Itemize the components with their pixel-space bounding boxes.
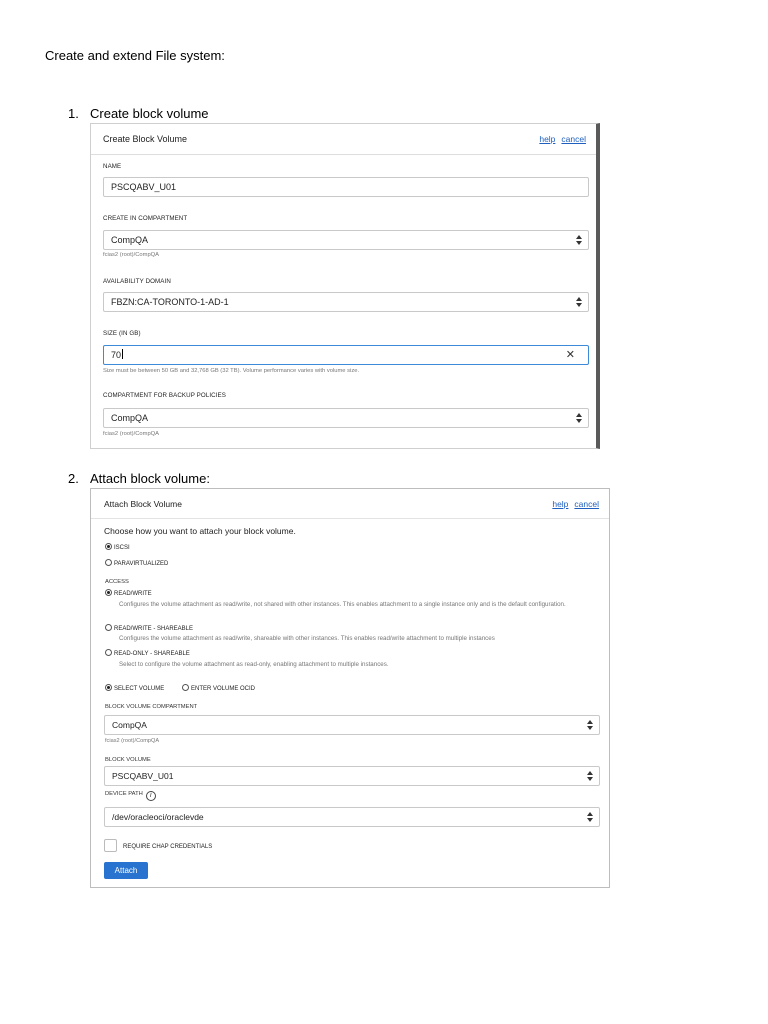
radio-label: PARAVIRTUALIZED <box>114 561 169 567</box>
select-arrows-icon <box>576 297 582 307</box>
header-links <box>546 499 599 509</box>
availability-domain-label: AVAILABILITY DOMAIN <box>103 278 171 285</box>
step-label: Attach block volume: <box>90 471 210 486</box>
panel-header <box>91 489 609 519</box>
radio-label: READ/WRITE - SHAREABLE <box>114 626 194 632</box>
clear-icon[interactable]: ✕ <box>565 349 575 361</box>
backup-compartment-path: fcias2 (root)/CompQA <box>103 431 160 437</box>
cancel-link[interactable]: cancel <box>561 134 586 144</box>
select-arrows-icon <box>587 720 593 730</box>
select-arrows-icon <box>576 235 582 245</box>
compartment-value: CompQA <box>111 235 149 245</box>
help-link[interactable]: help <box>539 134 556 144</box>
info-icon[interactable]: i <box>146 791 156 801</box>
cancel-link[interactable]: cancel <box>574 499 599 509</box>
attach-block-volume-panel <box>90 488 610 888</box>
radio-read-write[interactable] <box>105 589 152 597</box>
radio-icon <box>105 649 112 656</box>
panel-title: Attach Block Volume <box>104 499 182 509</box>
device-path-label-text: DEVICE PATH <box>105 791 143 797</box>
access-label: ACCESS <box>105 579 129 585</box>
name-label: NAME <box>103 163 122 170</box>
radio-enter-volume-ocid[interactable] <box>182 684 255 692</box>
radio-label: ISCSI <box>114 545 130 551</box>
step-number: 2. <box>68 471 79 486</box>
step-2-heading <box>68 471 210 486</box>
backup-compartment-value: CompQA <box>111 413 149 423</box>
step-1-heading <box>68 106 209 121</box>
radio-select-volume[interactable] <box>105 684 164 692</box>
backup-compartment-select[interactable] <box>103 408 589 428</box>
bv-compartment-path: fcias2 (root)/CompQA <box>105 738 160 744</box>
attach-intro-text: Choose how you want to attach your block volume. <box>104 526 296 536</box>
checkbox-icon <box>104 839 117 852</box>
size-value: 70 <box>111 350 122 360</box>
chap-credentials-checkbox[interactable] <box>104 839 212 852</box>
select-arrows-icon <box>576 413 582 423</box>
bv-compartment-value: CompQA <box>112 720 147 730</box>
create-block-volume-panel <box>90 123 600 449</box>
radio-icon <box>105 624 112 631</box>
radio-label: SELECT VOLUME <box>114 686 165 692</box>
block-volume-value: PSCQABV_U01 <box>112 771 174 781</box>
size-hint: Size must be between 50 GB and 32,768 GB (32 TB). Volume performance varies with volume size. <box>103 368 360 374</box>
radio-label: ENTER VOLUME OCID <box>191 686 256 692</box>
radio-label: READ-ONLY - SHAREABLE <box>114 651 190 657</box>
radio-iscsi[interactable] <box>105 543 130 551</box>
availability-domain-select[interactable] <box>103 292 589 312</box>
read-write-shareable-description: Configures the volume attachment as read/write, shareable with other instances. This enables read/write attachment to multiple instances <box>119 635 495 642</box>
compartment-path: fcias2 (root)/CompQA <box>103 252 160 258</box>
select-arrows-icon <box>587 812 593 822</box>
panel-title: Create Block Volume <box>103 134 188 144</box>
radio-paravirtualized[interactable] <box>105 559 168 567</box>
radio-selected-icon <box>105 589 112 596</box>
radio-selected-icon <box>105 543 112 550</box>
step-label: Create block volume <box>90 106 209 121</box>
device-path-label <box>105 791 156 801</box>
radio-icon <box>105 559 112 566</box>
availability-domain-value: FBZN:CA-TORONTO-1-AD-1 <box>111 297 229 307</box>
backup-compartment-label: COMPARTMENT FOR BACKUP POLICIES <box>103 392 226 399</box>
compartment-label: CREATE IN COMPARTMENT <box>103 215 188 222</box>
radio-read-write-shareable[interactable] <box>105 624 193 632</box>
size-label: SIZE (IN GB) <box>103 330 141 337</box>
panel-header <box>91 124 596 155</box>
radio-selected-icon <box>105 684 112 691</box>
read-only-shareable-description: Select to configure the volume attachment as read-only, enabling attachment to multiple instances. <box>119 661 389 668</box>
radio-label: READ/WRITE <box>114 591 152 597</box>
radio-icon <box>182 684 189 691</box>
bv-compartment-label: BLOCK VOLUME COMPARTMENT <box>105 704 198 710</box>
text-cursor <box>122 349 123 359</box>
help-link[interactable]: help <box>552 499 569 509</box>
bv-compartment-select[interactable] <box>104 715 600 735</box>
header-links <box>533 134 586 144</box>
device-path-select[interactable] <box>104 807 600 827</box>
step-number: 1. <box>68 106 79 121</box>
attach-button[interactable]: Attach <box>104 862 148 879</box>
compartment-select[interactable] <box>103 230 589 250</box>
device-path-value: /dev/oracleoci/oraclevde <box>112 812 204 822</box>
select-arrows-icon <box>587 771 593 781</box>
block-volume-label: BLOCK VOLUME <box>105 757 151 763</box>
name-input[interactable]: PSCQABV_U01 <box>103 177 589 197</box>
radio-read-only-shareable[interactable] <box>105 649 190 657</box>
read-write-description: Configures the volume attachment as read/write, not shared with other instances. This enables attachment to a single instance only and is the default configuration. <box>119 601 566 608</box>
block-volume-select[interactable] <box>104 766 600 786</box>
document-title: Create and extend File system: <box>45 48 225 63</box>
size-input[interactable] <box>103 345 589 365</box>
checkbox-label: REQUIRE CHAP CREDENTIALS <box>123 844 213 850</box>
